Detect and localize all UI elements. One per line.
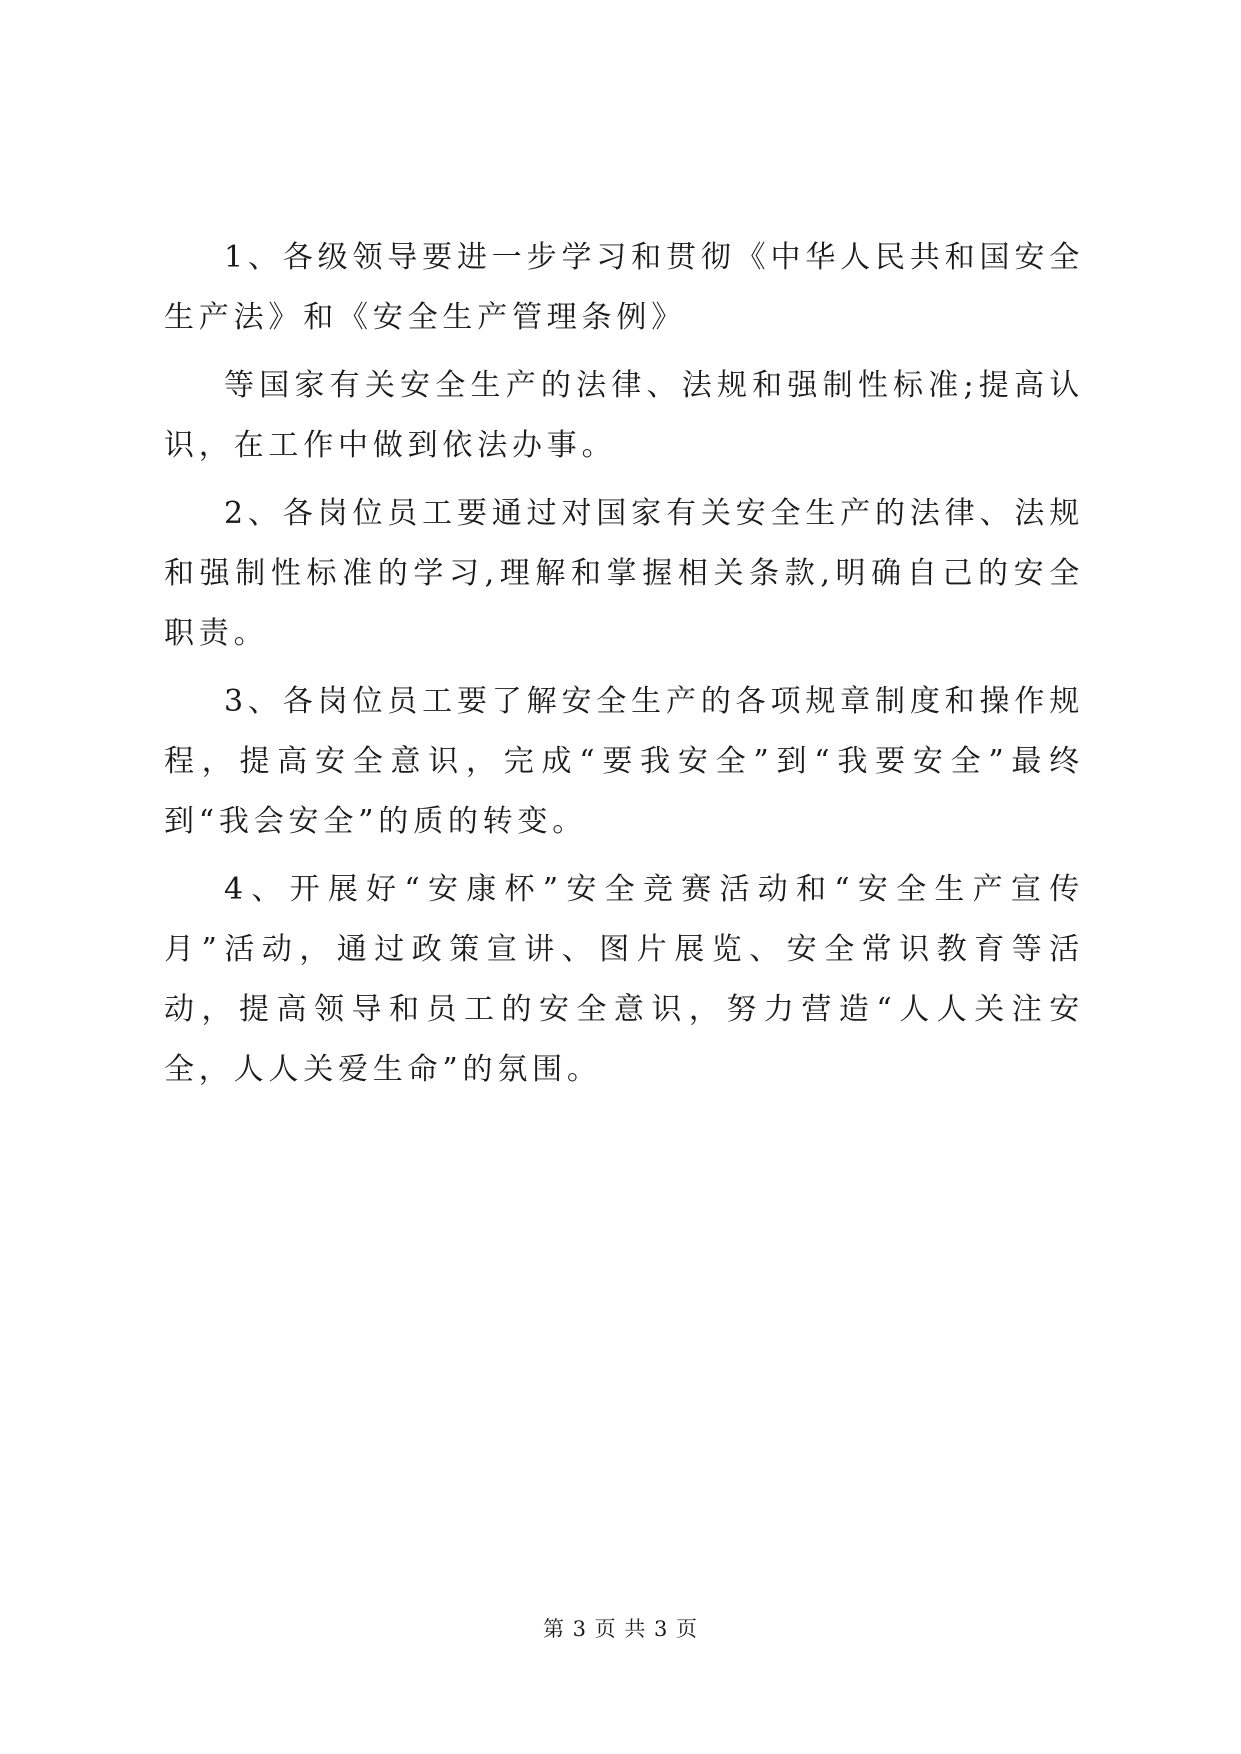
paragraph-5: 4、开展好“安康杯”安全竞赛活动和“安全生产宣传月”活动，通过政策宣讲、图片展览、安全常识教育等活动，提高领导和员工的安全意识，努力营造“人人关注安全，人人关爱生命”的氛围。 bbox=[164, 872, 1084, 1087]
paragraph-4: 3、各岗位员工要了解安全生产的各项规章制度和操作规程，提高安全意识，完成“要我安全”到“我要安全”最终到“我会安全”的质的转变。 bbox=[164, 684, 1084, 839]
paragraph-3: 2、各岗位员工要通过对国家有关安全生产的法律、法规和强制性标准的学习,理解和掌握相关条款,明确自己的安全职责。 bbox=[164, 496, 1084, 651]
paragraph-1: 1、各级领导要进一步学习和贯彻《中华人民共和国安全生产法》和《安全生产管理条例》 bbox=[164, 240, 1084, 335]
paragraph-2: 等国家有关安全生产的法律、法规和强制性标准;提高认识，在工作中做到依法办事。 bbox=[164, 368, 1084, 463]
document-body bbox=[164, 228, 1084, 1100]
page-number-footer: 第 3 页 共 3 页 bbox=[542, 1617, 699, 1641]
